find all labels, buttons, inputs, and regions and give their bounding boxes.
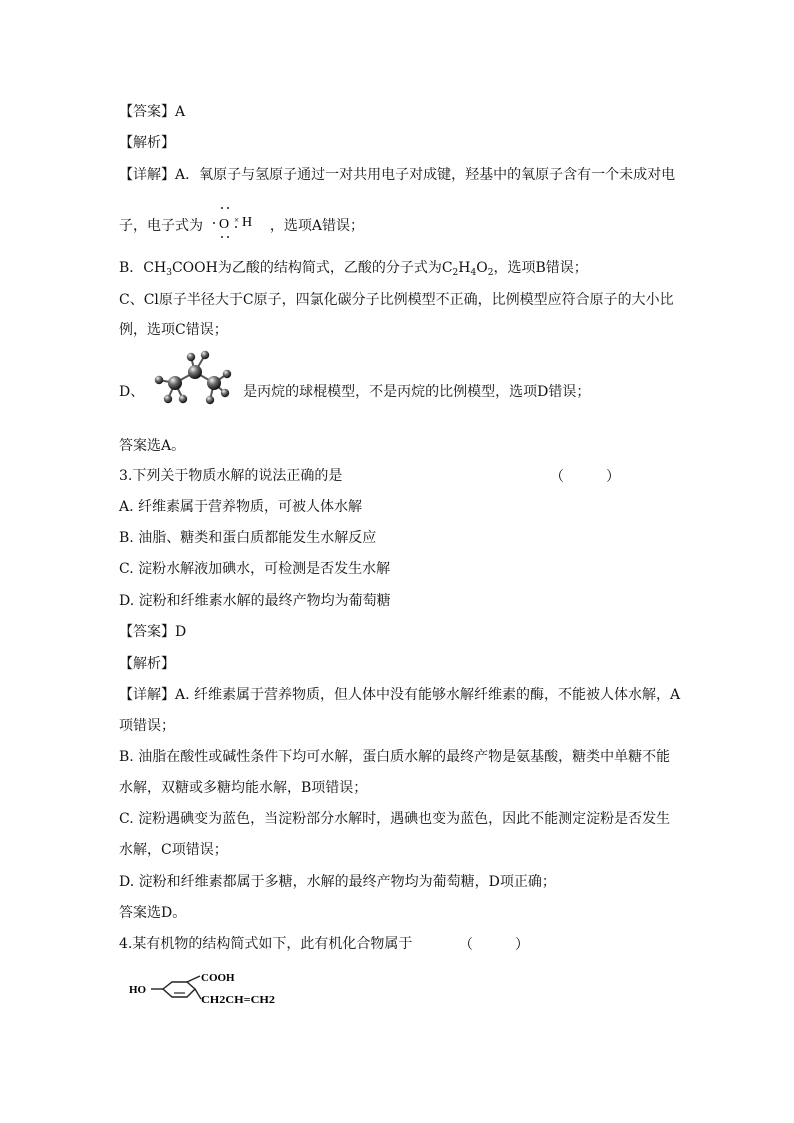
subscript: 2 (452, 268, 459, 278)
q2-answer: 【答案】A (119, 104, 186, 120)
electron-dot (227, 236, 229, 238)
hydrogen-atom (154, 376, 162, 384)
q3-option-b: B. 油脂、糖类和蛋白质都能发生水解反应 (119, 530, 377, 546)
hydroxyl-electron-formula (209, 201, 263, 241)
q2-detail-line-1: 【详解】A．氧原子与氢原子通过一对共用电子对成键，羟基中的氧原子含有一个未成对电 (119, 167, 676, 183)
electron-dot (227, 207, 229, 209)
electron-dot (221, 236, 223, 238)
q3-option-d: D. 淀粉和纤维素水解的最终产物均为葡萄糖 (119, 593, 391, 609)
q3-detail-line-3: B. 油脂在酸性或碱性条件下均可水解，蛋白质水解的最终产物是氨基酸，糖类中单糖不能 (119, 749, 671, 765)
shared-electron-pair: × (234, 215, 240, 225)
subscript: 3 (166, 268, 172, 278)
q3-option-a: A. 纤维素属于营养物质，可被人体水解 (119, 499, 363, 515)
hydrogen-atom (200, 351, 208, 359)
hydrogen-atom (186, 353, 194, 361)
q3-detail-line-5: C. 淀粉遇碘变为蓝色，当淀粉部分水解时，遇碘也变为蓝色，因此不能测定淀粉是否发生 (119, 811, 671, 827)
q3-detail-line-1: 【详解】A. 纤维素属于营养物质，但人体中没有能够水解纤维素的酶，不能被人体水解，A (119, 687, 681, 703)
hydrogen-atom (163, 395, 171, 403)
q4-answer-blank: （ ） (459, 937, 529, 953)
q3-conclusion: 答案选D。 (119, 905, 187, 921)
propane-ball-stick-model (153, 349, 235, 407)
q3-detail-line-7: D. 淀粉和纤维素都属于多糖，水解的最终产物均为葡萄糖，D项正确； (119, 874, 556, 890)
hydrogen-atom (222, 370, 230, 378)
carbon-atom (168, 376, 182, 390)
q2-option-c-line-1: C、Cl原子半径大于C原子，四氯化碳分子比例模型不正确，比例模型应符合原子的大小比 (119, 292, 674, 308)
q3-analysis-heading: 【解析】 (119, 656, 175, 672)
hydrogen-atom (220, 389, 228, 397)
bond-line (187, 976, 200, 982)
q4-stem: 4.某有机物的结构简式如下，此有机化合物属于 (119, 936, 413, 952)
subscript: 4 (470, 268, 477, 278)
allyl-chain-label: CH2CH=CH2 (201, 995, 275, 1006)
q3-detail-line-4: 水解，双糖或多糖均能水解，B项错误； (119, 780, 368, 796)
hydroxyl-label: HO (129, 984, 147, 996)
q2-detail-prefix: 子，电子式为 (119, 218, 203, 234)
q2-option-c-line-2: 例，选项C错误； (119, 322, 228, 338)
organic-structure-diagram (127, 970, 287, 1014)
q3-answer: 【答案】D (119, 624, 187, 640)
lone-electron-dot (213, 222, 215, 224)
text-fragment: O (476, 260, 488, 276)
q2-conclusion: 答案选A。 (119, 438, 186, 454)
subscript: 2 (487, 268, 494, 278)
benzene-ring (163, 982, 195, 997)
q3-option-c: C. 淀粉水解液加碘水，可检测是否发生水解 (119, 561, 391, 577)
hydrogen-atom (178, 395, 186, 403)
q3-answer-blank: （ ） (550, 469, 620, 485)
hydrogen-atom (205, 396, 213, 404)
carboxyl-label: COOH (201, 972, 235, 984)
carbon-atom (188, 365, 202, 379)
text-fragment: ，选项B错误； (493, 260, 588, 276)
q2-detail-line-2 (119, 211, 364, 241)
text-fragment: H (458, 260, 471, 276)
hydrogen-symbol: H (242, 215, 253, 230)
q2-option-b-explanation (119, 258, 588, 280)
q3-detail-line-6: 水解，C项错误； (119, 842, 228, 858)
oxygen-symbol: O (219, 217, 230, 232)
q3-detail-line-2: 项错误； (119, 718, 175, 734)
shared-electron-dot (235, 226, 237, 228)
q2-analysis-heading: 【解析】 (119, 135, 175, 151)
electron-dot (221, 207, 223, 209)
q2-option-d-prefix: D、 (119, 384, 145, 400)
text-fragment: COOH为乙酸的结构简式，乙酸的分子式为C (171, 260, 453, 276)
q2-option-d-line (119, 377, 590, 407)
q3-stem: 3.下列关于物质水解的说法正确的是 (119, 468, 343, 484)
q2-option-d-text: 是丙烷的球棍模型，不是丙烷的比例模型，选项D错误； (243, 384, 591, 400)
q2-detail-suffix: ，选项A错误； (269, 218, 365, 234)
text-fragment: B．CH (119, 260, 167, 276)
carbon-atom (207, 376, 221, 390)
